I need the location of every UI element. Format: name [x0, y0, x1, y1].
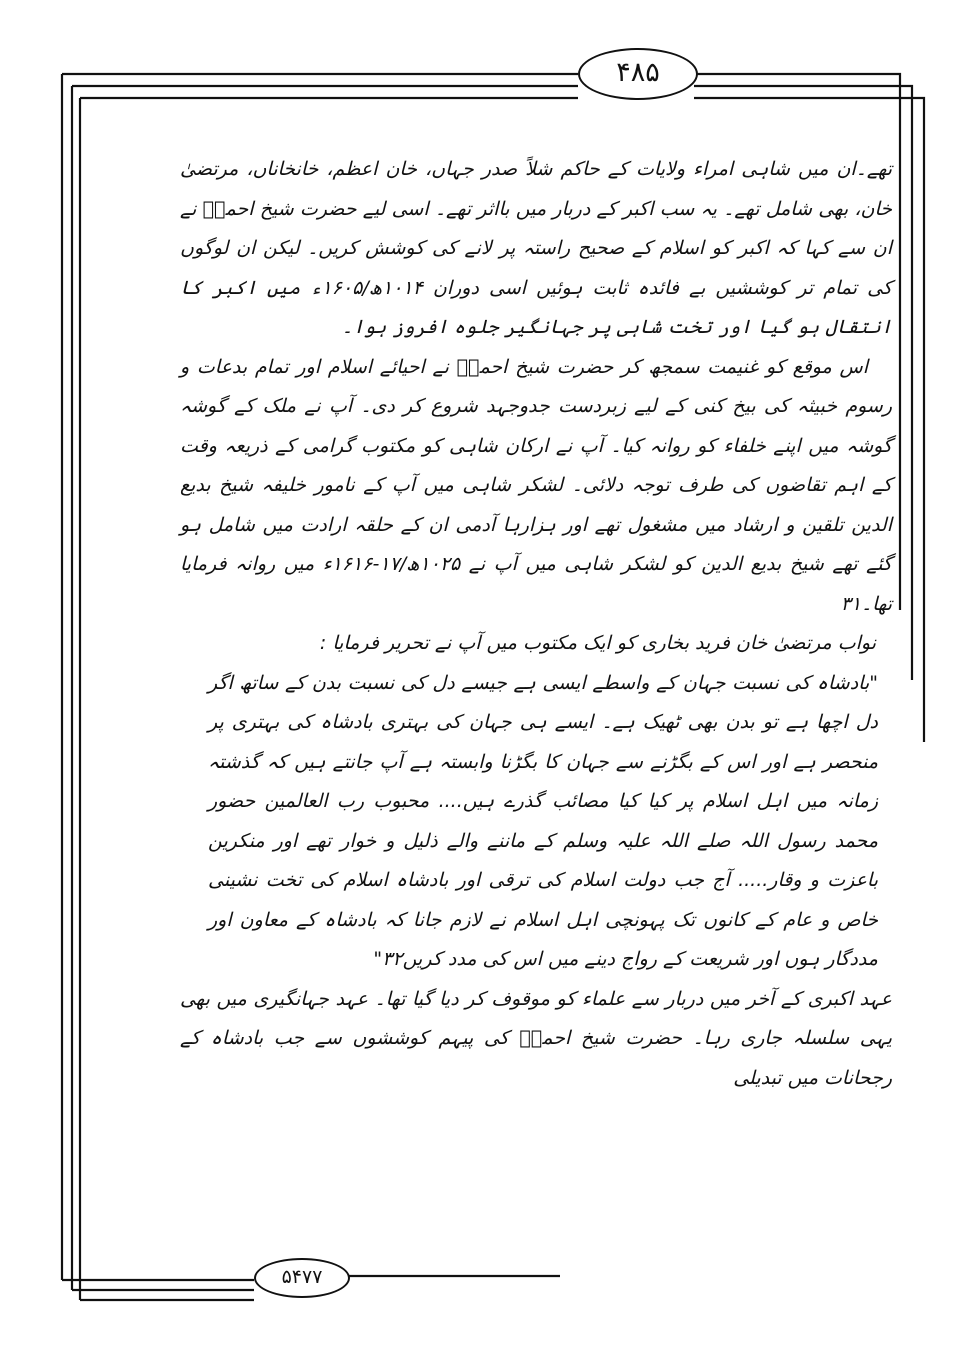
letter-intro: نواب مرتضیٰ خان فرید بخاری کو ایک مکتوب میں آپ نے تحریر فرمایا :: [319, 632, 876, 654]
folio-number: ۵۴۷۷: [254, 1258, 350, 1298]
page-number: ۴۸۵: [578, 48, 698, 100]
paragraph-1: تھے۔ان میں شاہی امراء ولایات کے حاکم شلاً صدر جہاں، خان اعظم، خانخاناں، مرتضیٰ خان، بھی شامل تھے۔ یہ سب اکبر کے دربار میں بااثر تھے۔ اسی لیے حضرت شیخ احمدؒ نے ان سے کہا کہ اکبر کو اسلام کے صحیح راستہ پر لانے کی کوشش کریں۔ لیکن ان لوگوں کی تمام تر کوششیں بے فائدہ ثابت ہوئیں اسی دوران ۱۰۱۴ھ/۱۶۰۵ء میں اکبر کا انتقال ہو گیا اور تخت شاہی پر جہانگیر جلوہ افروز ہوا۔: [180, 158, 892, 338]
body-text: [180, 150, 892, 1098]
paragraph-2: اس موقع کو غنیمت سمجھ کر حضرت شیخ احمدؒ نے احیائے اسلام اور تمام بدعات و رسوم خبیثہ کی بیخ کنی کے لیے زبردست جدوجہد شروع کر دی۔ آپ نے ملک کے گوشہ گوشہ میں اپنے خلفاء کو روانہ کیا۔ آپ نے ارکان شاہی کو مکتوب گرامی کے ذریعہ وقت کے اہم تقاضوں کی طرف توجہ دلائی۔ لشکر شاہی میں آپ کے نامور خلیفہ شیخ بدیع الدین تلقین و ارشاد میں مشغول تھے اور ہزارہا آدمی ان کے حلقہ ارادت میں شامل ہو گئے تھے شیخ بدیع الدین کو لشکر شاہی میں آپ نے ۱۰۲۵ھ/۱۷-۱۶۱۶ء میں روانہ فرمایا تھا۔۳۱: [180, 355, 892, 615]
closing-paragraph: عہد اکبری کے آخر میں دربار سے علماء کو موقوف کر دیا گیا تھا۔ عہد جہانگیری میں بھی یہی سلسلہ جاری رہا۔ حضرت شیخ احمدؒ کی پیہم کوششوں سے جب بادشاہ کے رجحانات میں تبدیلی: [180, 987, 892, 1089]
quoted-letter: "بادشاہ کی نسبت جہان کے واسطے ایسی ہے جیسے دل کی نسبت بدن کے ساتھ اگر دل اچھا ہے تو بدن بھی ٹھیک ہے۔ ایسے ہی جہان کی بہتری بادشاہ کی بہتری پر منحصر ہے اور اس کے بگڑنے سے جہان کا بگڑنا وابستہ ہے آپ جانتے ہیں کہ گذشتہ زمانہ میں اہل اسلام پر کیا کیا مصائب گذرے ہیں.... محبوب رب العالمین حضور محمد رسول اللہ صلے اللہ علیہ وسلم کے ماننے والے ذلیل و خوار تھے اور منکرین باعزت و وقار..... آج جب دولت اسلام کی ترقی اور بادشاہ اسلام کی تخت نشینی خاص و عام کے کانوں تک پہونچی اہل اسلام نے لازم جانا کہ بادشاہ کے معاون اور مددگار ہوں اور شریعت کے رواج دینے میں اس کی مدد کریں۳۲": [208, 671, 878, 970]
